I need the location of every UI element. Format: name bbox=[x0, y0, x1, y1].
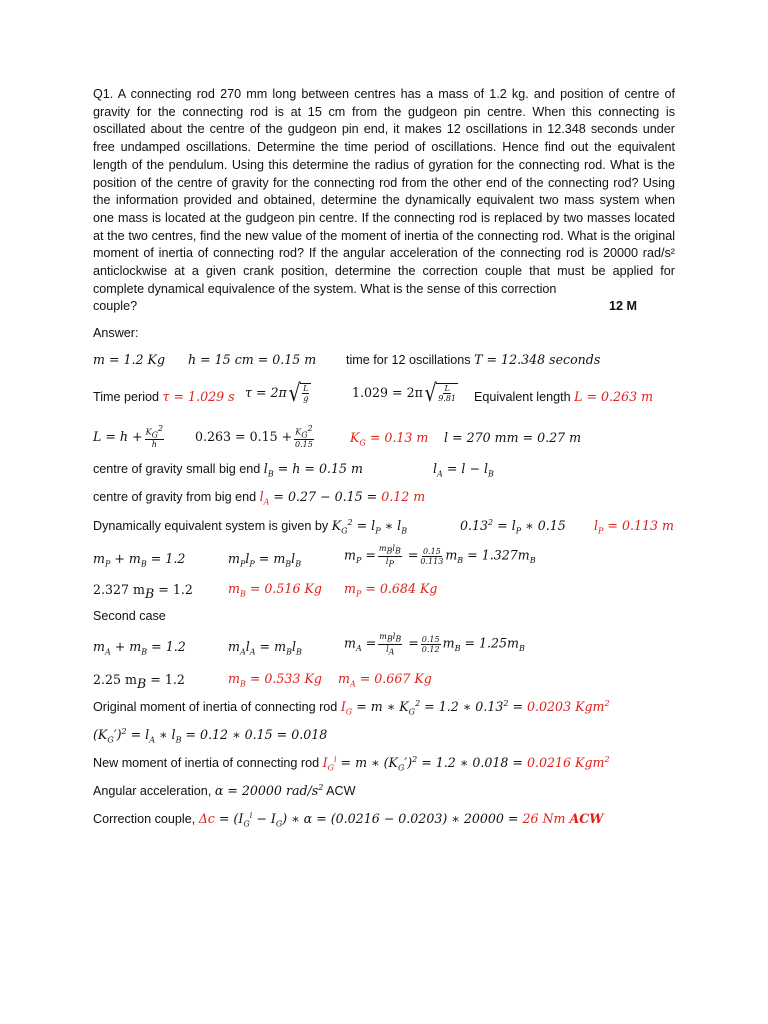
eq-part: = m bbox=[255, 639, 287, 654]
sub: P bbox=[515, 526, 522, 536]
eq-part: ∗ 0.15 bbox=[521, 518, 566, 534]
eq-part: = m ∗ (K bbox=[336, 755, 398, 771]
eq-h: h = 15 cm = 0.15 m bbox=[188, 352, 317, 367]
mp-value: = 0.684 Kg bbox=[361, 581, 438, 596]
dyn-equiv bbox=[93, 518, 407, 536]
sub: G bbox=[359, 438, 366, 448]
eq-part: = l bbox=[126, 727, 150, 743]
cg-big-end-eq: = 0.27 − 0.15 = bbox=[269, 489, 382, 504]
eq-part: (K bbox=[93, 727, 108, 743]
frac-num bbox=[378, 632, 402, 645]
sub: B bbox=[295, 559, 302, 569]
sub: B bbox=[488, 469, 494, 479]
eq-part: α = 20000 rad/s bbox=[214, 783, 319, 799]
sub: G bbox=[275, 819, 283, 829]
eq-part: = l bbox=[493, 518, 516, 534]
document-page bbox=[93, 86, 675, 316]
ma-result bbox=[338, 671, 432, 689]
i-symbol: I bbox=[322, 755, 328, 771]
radius-value: = 0.13 m bbox=[365, 430, 429, 445]
sub: P bbox=[598, 526, 604, 536]
length-lhs: L = h + bbox=[93, 428, 143, 444]
sub: G bbox=[397, 763, 405, 773]
k-symbol: K bbox=[331, 518, 342, 534]
cg-small-end bbox=[93, 461, 363, 479]
sub: P bbox=[355, 556, 362, 566]
frac-den: 0.15 bbox=[295, 440, 313, 450]
ig-symbol bbox=[340, 699, 353, 717]
i-symbol: I bbox=[340, 699, 346, 715]
sub: G bbox=[408, 707, 416, 717]
m-symbol: m bbox=[445, 547, 458, 563]
period-equation bbox=[352, 381, 458, 405]
eq-part: + m bbox=[110, 639, 142, 654]
sub: B bbox=[519, 644, 525, 654]
equivalent-length-label: Equivalent length bbox=[474, 390, 575, 404]
m-symbol: m bbox=[93, 639, 105, 654]
sub: B bbox=[395, 634, 402, 644]
equivalent-length bbox=[474, 389, 653, 404]
l-symbol: l bbox=[433, 461, 438, 476]
l-symbol: l bbox=[392, 544, 395, 553]
eq-part: = 1.2 ∗ 0.13 bbox=[420, 699, 504, 715]
frac-den: g bbox=[303, 394, 309, 403]
l-symbol: l bbox=[392, 632, 396, 641]
angular-acceleration-label: Angular acceleration, bbox=[93, 784, 215, 799]
mb-solve bbox=[93, 581, 193, 601]
sub: B bbox=[386, 546, 393, 556]
correction-couple-eq bbox=[214, 811, 523, 829]
ma-ratio bbox=[344, 632, 525, 656]
l-symbol: l bbox=[385, 556, 389, 566]
time-period bbox=[93, 389, 235, 404]
radius-result bbox=[350, 430, 428, 448]
m-symbol: m bbox=[228, 639, 240, 654]
correction-couple-result: 26 Nm bbox=[522, 811, 570, 827]
sub: B bbox=[285, 559, 292, 569]
tau-formula bbox=[245, 381, 311, 405]
eq-part: = bbox=[403, 547, 419, 563]
sub: A bbox=[437, 469, 443, 479]
sub: P bbox=[104, 559, 111, 569]
sub: B bbox=[145, 586, 155, 602]
radius-equation bbox=[195, 424, 316, 449]
oscillation-label: time for 12 oscillations bbox=[346, 353, 475, 367]
moi-value: 0.0203 Kgm bbox=[527, 699, 605, 715]
cg-small-end-label: centre of gravity small big end bbox=[93, 462, 264, 476]
delta-c-symbol: Δc bbox=[198, 811, 215, 827]
sub: P bbox=[239, 559, 246, 569]
m-symbol: m bbox=[228, 581, 240, 596]
angular-acceleration-eq bbox=[215, 783, 324, 798]
eq-part: ′) bbox=[113, 727, 122, 743]
sup: 2 bbox=[412, 755, 418, 764]
m-symbol: m bbox=[93, 551, 105, 566]
new-moi bbox=[93, 755, 610, 773]
mb-result bbox=[228, 581, 322, 599]
time-period-value: τ = 1.029 s bbox=[162, 389, 235, 404]
dyn-equiv-values bbox=[460, 518, 566, 536]
m-symbol: m bbox=[344, 581, 356, 596]
eq-part: 2.327 m bbox=[93, 582, 145, 597]
m-symbol: m bbox=[379, 632, 387, 641]
sub: G bbox=[345, 707, 353, 717]
l-symbol: l bbox=[386, 644, 389, 654]
eq-part: = 1.2 ∗ 0.018 = bbox=[417, 755, 527, 771]
cg-big-end-label: centre of gravity from big end bbox=[93, 490, 260, 504]
length-formula bbox=[93, 424, 166, 449]
moment-balance-2 bbox=[228, 639, 302, 657]
sup: 2 bbox=[157, 424, 164, 433]
cg-big-end bbox=[93, 489, 425, 507]
sub: B bbox=[401, 526, 408, 536]
mb-solve-2 bbox=[93, 671, 185, 691]
sup: 2 bbox=[488, 518, 494, 527]
frac-den: 0.12 bbox=[421, 644, 440, 654]
mp-result bbox=[344, 581, 437, 599]
rod-length: l = 270 mm = 0.27 m bbox=[444, 430, 582, 445]
sub: B bbox=[239, 679, 246, 689]
k-symbol: K bbox=[295, 427, 302, 437]
l-symbol: l bbox=[259, 489, 264, 504]
m-symbol: m bbox=[442, 635, 455, 651]
frac-num: L bbox=[444, 384, 450, 393]
sub: B bbox=[239, 589, 246, 599]
sub: B bbox=[141, 647, 148, 657]
frac-num bbox=[145, 424, 164, 440]
moi-value: 0.0216 Kgm bbox=[526, 755, 605, 771]
original-moi bbox=[93, 699, 610, 717]
tau-lhs: τ = 2π bbox=[245, 385, 287, 401]
lp-result bbox=[594, 518, 674, 536]
sup: 2 bbox=[604, 699, 610, 708]
eq-part: 2.25 m bbox=[93, 672, 137, 687]
original-moi-eq bbox=[352, 699, 528, 717]
time-period-label: Time period bbox=[93, 390, 163, 404]
cg-big-end-result: 0.12 m bbox=[381, 489, 426, 504]
sub: B bbox=[457, 556, 464, 566]
sub: B bbox=[140, 559, 147, 569]
la-relation bbox=[433, 461, 494, 479]
eq-part: = bbox=[508, 699, 528, 715]
angular-acceleration bbox=[93, 783, 356, 798]
sub: A bbox=[104, 647, 111, 657]
mb-value: = 0.516 Kg bbox=[245, 581, 322, 596]
eq-part: = bbox=[361, 635, 377, 651]
period-lhs: 1.029 = 2π bbox=[352, 385, 423, 401]
ma-value: = 0.667 Kg bbox=[355, 671, 432, 686]
sup: 2 bbox=[415, 699, 421, 708]
mass-sum-2 bbox=[93, 639, 186, 657]
sup: i bbox=[333, 755, 337, 764]
cg-small-end-value: = h = 0.15 m bbox=[273, 461, 363, 476]
sub: A bbox=[355, 644, 362, 654]
cg-small-end-eq bbox=[263, 461, 363, 479]
dyn-equiv-label: Dynamically equivalent system is given by bbox=[93, 519, 332, 534]
frac-num: 0.15 bbox=[421, 634, 440, 644]
ig-new-symbol bbox=[322, 755, 337, 773]
sub: G bbox=[151, 430, 158, 440]
moment-balance bbox=[228, 551, 301, 569]
correction-couple-label: Correction couple, bbox=[93, 812, 199, 827]
sub: B bbox=[529, 556, 536, 566]
correction-couple bbox=[93, 811, 603, 829]
sub: G bbox=[341, 526, 348, 536]
sqrt-symbol: √ $\frac{L}{9.81}$ bbox=[424, 379, 457, 407]
m-symbol: m bbox=[344, 547, 356, 563]
k-symbol: K bbox=[350, 430, 360, 445]
eq-part: = 1.2 bbox=[146, 551, 186, 566]
acw-label: ACW bbox=[569, 811, 604, 827]
oscillation-value: T = 12.348 seconds bbox=[474, 352, 601, 367]
eq-part: ) ∗ α = (0.0216 − 0.0203) ∗ 20000 = bbox=[282, 811, 523, 827]
new-moi-label: New moment of inertia of connecting rod bbox=[93, 756, 323, 771]
eq-part: = 0.12 ∗ 0.15 = 0.018 bbox=[181, 727, 328, 743]
frac-den: h bbox=[151, 440, 157, 450]
question-last-line bbox=[93, 298, 675, 316]
sub: B bbox=[394, 546, 401, 556]
sup: 2 bbox=[604, 755, 610, 764]
sub: P bbox=[375, 526, 381, 536]
sub: B bbox=[267, 469, 274, 479]
eq-part: = m ∗ K bbox=[352, 699, 409, 715]
second-case-label: Second case bbox=[93, 609, 166, 623]
new-radius-eq bbox=[93, 727, 327, 745]
sub: A bbox=[349, 679, 356, 689]
sub: G bbox=[327, 763, 334, 773]
original-moi-label: Original moment of inertia of connecting rod bbox=[93, 700, 341, 715]
eq-part: = (I bbox=[214, 811, 244, 827]
mp-ratio bbox=[344, 544, 536, 568]
marks-label: 12 M bbox=[609, 299, 637, 314]
sub: A bbox=[249, 647, 256, 657]
m-symbol: m bbox=[228, 671, 240, 686]
sqrt-symbol: √ $\frac{L}{g}$ bbox=[287, 381, 312, 405]
l-symbol: l bbox=[291, 551, 296, 566]
l-symbol: l bbox=[245, 551, 250, 566]
sub: G bbox=[107, 735, 114, 745]
eq-part: = 1.327m bbox=[463, 547, 530, 563]
eq-part: = m bbox=[254, 551, 286, 566]
eq-part: = l bbox=[352, 518, 376, 534]
frac-den bbox=[386, 645, 394, 657]
sub: G bbox=[243, 819, 250, 829]
sup: 2 bbox=[503, 699, 509, 708]
frac-num: L bbox=[303, 384, 309, 393]
m-symbol: m bbox=[344, 635, 356, 651]
new-moi-eq bbox=[336, 755, 527, 773]
m-symbol: m bbox=[228, 551, 240, 566]
mb-result-2 bbox=[228, 671, 322, 689]
sub: B bbox=[137, 676, 147, 692]
frac-num bbox=[378, 544, 402, 557]
k-symbol: K bbox=[145, 427, 152, 437]
sub: A bbox=[149, 735, 155, 745]
eq-part: ∗ l bbox=[380, 518, 402, 534]
eq-part: + m bbox=[110, 551, 141, 566]
eq-part: 0.13 bbox=[460, 518, 489, 534]
new-moi-result bbox=[527, 755, 610, 770]
frac-den: 0.113 bbox=[420, 556, 444, 566]
dyn-equiv-eq bbox=[331, 518, 408, 536]
l-symbol: l bbox=[263, 461, 268, 476]
direction-label: ACW bbox=[323, 784, 356, 799]
eq-part: = 1.2 bbox=[146, 672, 185, 687]
sup: i bbox=[249, 811, 253, 820]
frac-den: 9.81 bbox=[438, 394, 457, 403]
question-last-word: couple? bbox=[93, 299, 138, 314]
eq-part: ∗ l bbox=[154, 727, 176, 743]
sub: B bbox=[175, 735, 182, 745]
sub: B bbox=[454, 644, 461, 654]
eq-part: = 1.25m bbox=[460, 635, 519, 651]
eq-mass: m = 1.2 Kg bbox=[93, 352, 166, 367]
sub: A bbox=[263, 497, 270, 507]
m-symbol: m bbox=[378, 544, 387, 553]
sub: A bbox=[388, 647, 395, 657]
la-rest: = l − l bbox=[442, 461, 488, 476]
eq-part: = 1.2 bbox=[154, 582, 193, 597]
eq-part: = bbox=[404, 635, 419, 651]
frac-num: 0.15 bbox=[422, 546, 441, 556]
frac-den bbox=[386, 557, 394, 569]
equivalent-length-value: L = 0.263 m bbox=[574, 389, 654, 404]
l-symbol: l bbox=[594, 518, 599, 533]
sup: 2 bbox=[347, 518, 353, 527]
question-text: Q1. A connecting rod 270 mm long between centres has a mass of 1.2 kg. and position of centre of gravity for the connecting rod is at 15 cm from the gudgeon pin centre. When this connecting is oscillated about the centre of the gudgeon pin end, it makes 12 oscillations in 12.348 seconds under free undamped oscillations. Determine the time period of oscillations. Hence find out the equivalent length of the pendulum. Using this determine the radius of gyration for the connecting rod. What is the position of the centre of gravity for the connecting rod from the other end of the connecting rod? Using the information provided and obtained, determine the dynamically equivalent two mass system when one mass is located at the gudgeon pin centre. If the connecting rod is replaced by two masses located at the two centres, find the new value of the moment of inertia of the connecting rod. What is the original moment of inertia of connecting rod? If the angular acceleration of the connecting rod is 20000 rad/s² anticlockwise at a given crank position, determine the correction couple that must be applied for complete dynamical equivalence of the system. What is the sense of this correction bbox=[93, 87, 675, 296]
la-symbol bbox=[259, 489, 270, 507]
sub: P bbox=[249, 559, 255, 569]
mb-value: = 0.533 Kg bbox=[245, 671, 322, 686]
answer-label: Answer: bbox=[93, 326, 139, 340]
sub: P bbox=[355, 589, 362, 599]
sub: B bbox=[386, 634, 393, 644]
l-symbol: l bbox=[245, 639, 250, 654]
eq-part: = 1.2 bbox=[147, 639, 186, 654]
sub: G bbox=[301, 430, 308, 440]
lp-value: = 0.113 m bbox=[603, 518, 674, 533]
sub: B bbox=[295, 647, 302, 657]
sub: A bbox=[239, 647, 246, 657]
m-symbol: m bbox=[338, 671, 350, 686]
sup: 2 bbox=[307, 424, 313, 433]
sub: P bbox=[388, 559, 394, 569]
eq-part: = bbox=[361, 547, 376, 563]
l-symbol: l bbox=[291, 639, 296, 654]
sub: B bbox=[286, 647, 292, 657]
original-moi-result bbox=[527, 699, 610, 714]
mass-sum bbox=[93, 551, 185, 569]
eq-part: − I bbox=[252, 811, 276, 827]
oscillation-time bbox=[346, 352, 600, 367]
frac-num bbox=[294, 424, 313, 440]
sup: 2 bbox=[318, 783, 324, 792]
sup: 2 bbox=[121, 727, 127, 736]
eq-part: ′) bbox=[404, 755, 413, 771]
radius-lhs: 0.263 = 0.15 + bbox=[195, 428, 293, 444]
